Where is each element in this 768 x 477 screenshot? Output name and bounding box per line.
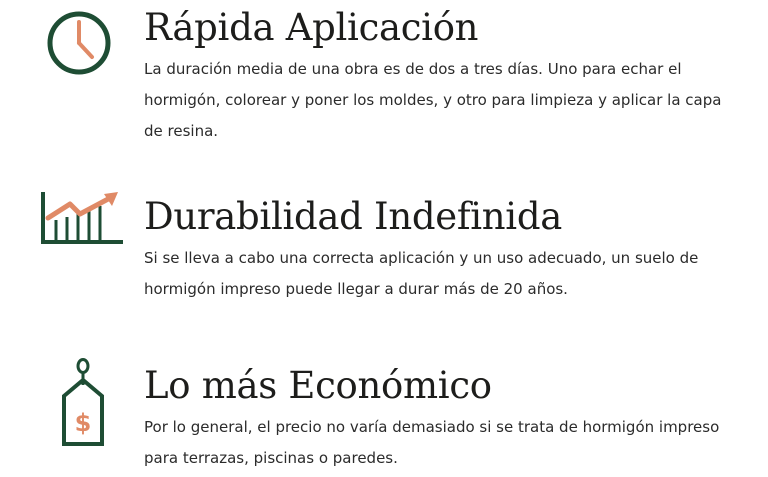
feature-description: Por lo general, el precio no varía demasiado si se trata de hormigón impreso para terrazas, piscinas o paredes. [144, 418, 720, 467]
feature-description: La duración media de una obra es de dos a tres días. Uno para echar el hormigón, colorear y poner los moldes, y otro para limpieza y aplicar la capa de resina. [144, 60, 722, 140]
growth-chart-icon [40, 190, 124, 246]
feature-title: Rápida Aplicación [144, 6, 479, 49]
feature-title: Lo más Económico [144, 364, 492, 407]
feature-lo-mas-economico [0, 350, 768, 477]
feature-description: Si se lleva a cabo una correcta aplicación y un uso adecuado, un suelo de hormigón impreso puede llegar a durar más de 20 años. [144, 249, 699, 298]
clock-icon [46, 10, 112, 76]
price-tag-icon [58, 358, 108, 448]
svg-text:$: $ [74, 409, 92, 437]
feature-title: Durabilidad Indefinida [144, 195, 562, 238]
feature-durabilidad-indefinida [0, 170, 768, 320]
feature-rapida-aplicacion [0, 0, 768, 160]
